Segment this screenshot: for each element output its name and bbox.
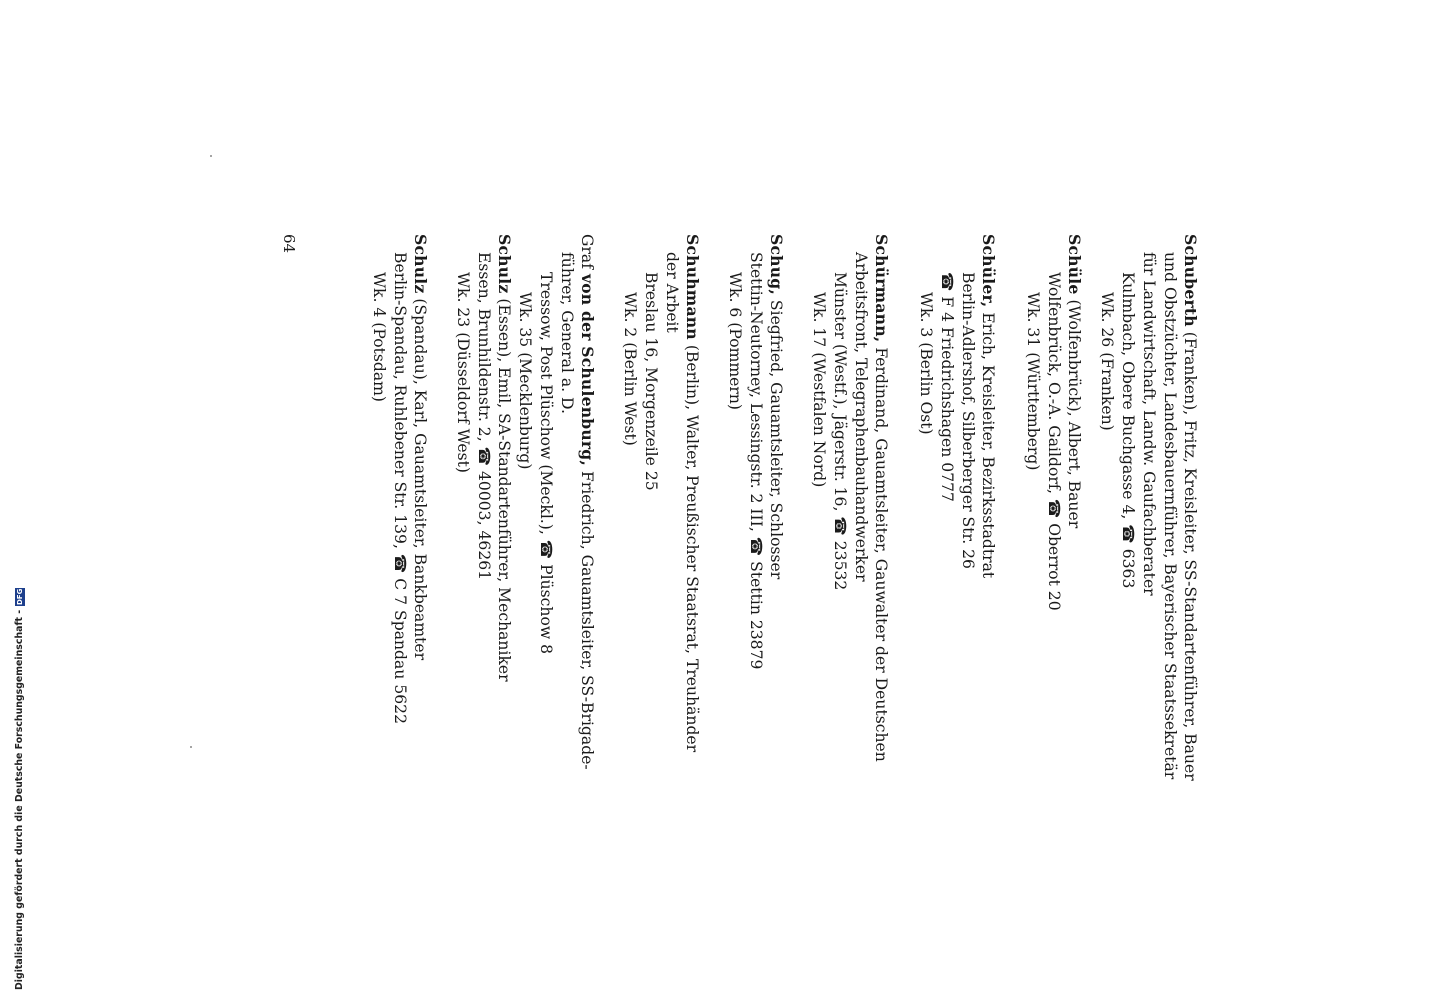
entry-line: führer, General a. D. [558, 252, 576, 414]
entry-address: Berlin-Adlershof, Silberberger Str. 26 [959, 272, 977, 569]
entry-name: Schüler, [979, 234, 998, 308]
digitization-footer [14, 588, 25, 990]
scan-speck [190, 746, 192, 748]
entry-name: Schüle [1065, 234, 1084, 295]
entry-address: Tressow, Post Plüschow (Meckl.), ☎ Plüschow 8 [537, 272, 555, 655]
entry-address: Wolfenbrück, O.-A. Gaildorf, ☎ Oberrot 20 [1045, 272, 1063, 611]
entry-first-line [767, 234, 784, 579]
entry-line: der Arbeit [663, 252, 681, 333]
entry-address: Münster (Westf.), Jägerstr. 16, ☎ 23532 [831, 272, 849, 591]
entry-text: (Berlin), Walter, Preußischer Staatsrat, Treuhänder [683, 339, 701, 753]
entry-text: (Essen), Emil, SA-Standartenführer, Mechaniker [495, 293, 513, 682]
entry-constituency: Wk. 4 (Potsdam) [370, 272, 388, 403]
entry-name: Schuberth [1181, 234, 1200, 327]
entry-text: (Wolfenbrück), Albert, Bauer [1065, 294, 1083, 529]
entry-name: Schulz [411, 234, 430, 294]
entry-first-line [979, 234, 996, 578]
entry-text: Ferdinand, Gauamtsleiter, Gauwalter der Deutschen [872, 342, 890, 762]
entry-address: Breslau 16, Morgenzeile 25 [642, 272, 660, 491]
entry-first-line [1181, 234, 1198, 781]
entry-text: Friedrich, Gauamtsleiter, SS-Brigade- [578, 466, 596, 770]
entry-name: Schug, [767, 234, 786, 295]
entry-text: Siegfried, Gauamtsleiter, Schlosser [767, 294, 785, 580]
entry-line: und Obstzüchter, Landesbauernführer, Bayerischer Staatssekretär [1161, 252, 1179, 780]
entry-name: Schulz [495, 234, 514, 294]
entry-text: (Spandau), Karl, Gauamtsleiter, Bankbeamter [411, 293, 429, 661]
entry-first-line [683, 234, 700, 752]
directory-text-block [258, 234, 1198, 804]
scan-speck [210, 155, 212, 157]
entry-line: für Landwirtschaft, Landw. Gaufachberater [1140, 252, 1158, 596]
footer-text: Digitalisierung gefördert durch die Deutsche Forschungsgemeinschaft - [14, 609, 25, 990]
entry-first-line [1065, 234, 1082, 528]
entry-constituency: Wk. 2 (Berlin West) [621, 292, 639, 446]
entry-first-line [578, 234, 595, 770]
entry-first-line [872, 234, 889, 762]
entry-text: Erich, Kreisleiter, Bezirksstadtrat [979, 307, 997, 579]
entry-phone: ☎ F 4 Friedrichshagen 0777 [938, 272, 956, 502]
entry-address: Kulmbach, Obere Buchgasse 4, ☎ 6363 [1119, 272, 1137, 589]
entry-line: Arbeitsfront, Telegraphenbauhandwerker [852, 252, 870, 582]
entry-prefix: Graf [578, 234, 596, 274]
entry-constituency: Wk. 23 (Düsseldorf West) [454, 272, 472, 473]
page-number: 64 [280, 234, 298, 254]
entry-name: von der Schulenburg, [578, 273, 597, 467]
entry-constituency: Wk. 17 (Westfalen Nord) [810, 292, 828, 488]
entry-constituency: Wk. 3 (Berlin Ost) [917, 292, 935, 435]
entry-constituency: Wk. 31 (Württemberg) [1024, 292, 1042, 471]
entry-name: Schuhmann [683, 234, 702, 340]
entry-constituency: Wk. 6 (Pommern) [726, 272, 744, 410]
entry-address: Essen, Brunhildenstr. 2, ☎ 40003, 46261 [475, 252, 493, 581]
entry-constituency: Wk. 26 (Franken) [1098, 292, 1116, 431]
entry-constituency: Wk. 35 (Mecklenburg) [516, 292, 534, 470]
entry-first-line [495, 234, 512, 682]
entry-first-line [411, 234, 428, 660]
entry-name: Schürmann, [872, 234, 891, 343]
dfg-logo-icon: DFG [15, 588, 24, 605]
entry-address: Berlin-Spandau, Ruhlebener Str. 139, ☎ C 7 Spandau 5622 [391, 252, 409, 724]
entry-address: Stettin-Neutorney, Lessingstr. 2 III, ☎ Stettin 23879 [747, 252, 765, 670]
entry-text: (Franken), Fritz, Kreisleiter, SS-Standartenführer, Bauer [1181, 326, 1199, 781]
